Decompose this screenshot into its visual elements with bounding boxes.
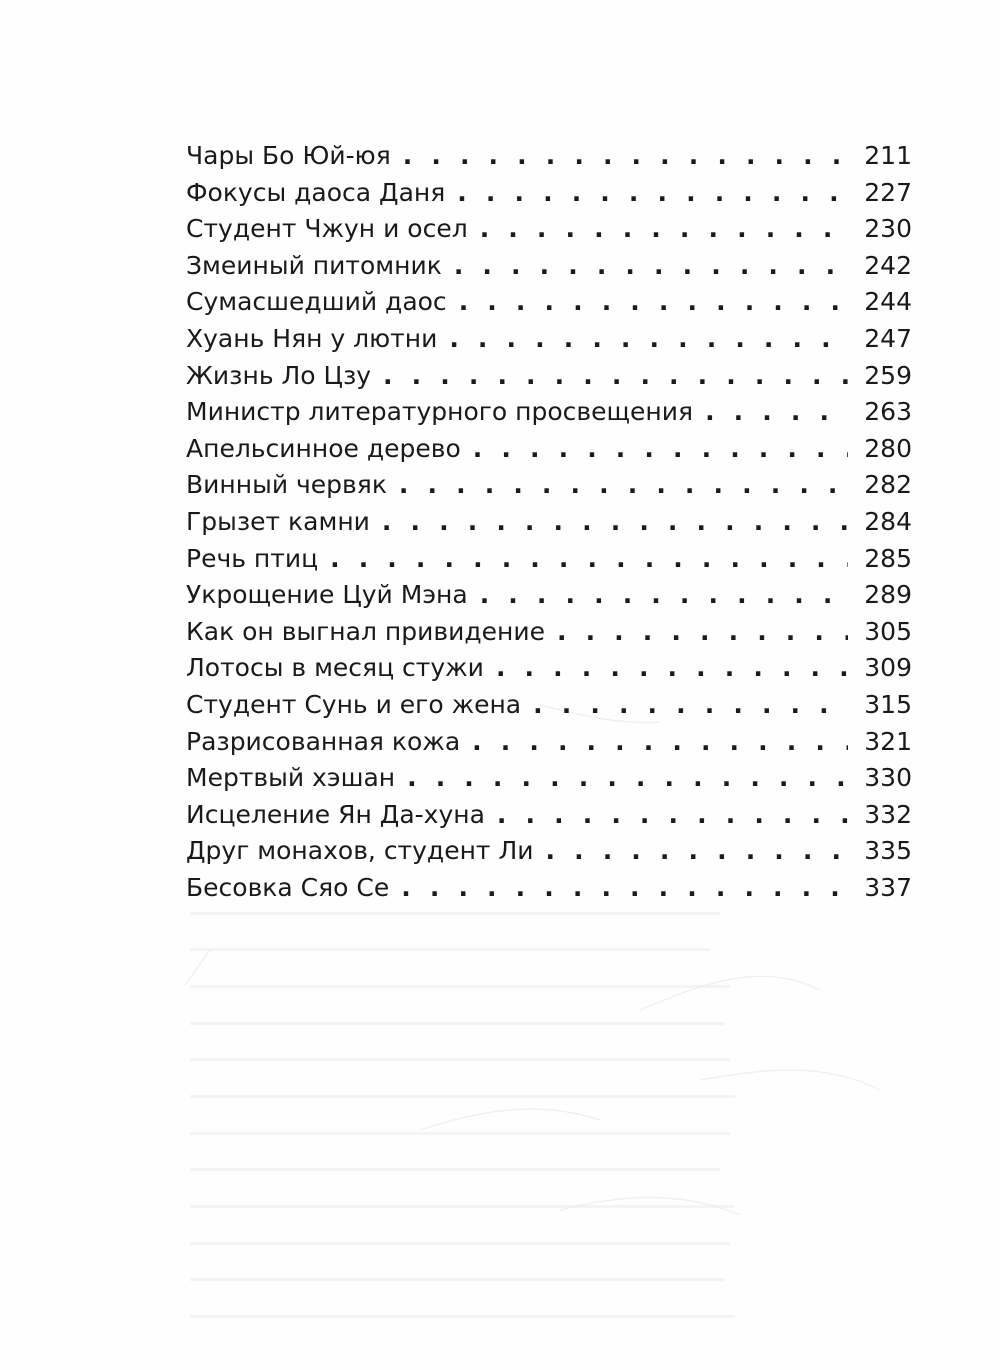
toc-entry-title: Змеиный питомник (186, 250, 442, 280)
toc-entry (186, 614, 912, 651)
toc-entry-title: Фокусы даоса Даня (186, 177, 446, 207)
toc-dot-leader (557, 614, 848, 651)
toc-dot-leader (480, 211, 848, 248)
toc-entry (186, 760, 912, 797)
toc-entry (186, 358, 912, 395)
toc-entry-title: Студент Сунь и его жена (186, 689, 522, 719)
toc-entry (186, 248, 912, 285)
toc-dot-leader (454, 248, 848, 285)
toc-dot-leader (480, 577, 848, 614)
toc-entry (186, 175, 912, 212)
toc-entry-title: Лотосы в месяц стужи (186, 653, 484, 683)
toc-entry-page: 332 (864, 799, 912, 829)
toc-entry-page: 282 (864, 470, 912, 500)
toc-entry (186, 138, 912, 175)
toc-entry-title: Чары Бо Юй-юя (186, 141, 391, 170)
toc-entry-title: Мертвый хэшан (186, 763, 396, 793)
toc-entry-page: 247 (864, 323, 912, 353)
toc-entry-title: Хуань Нян у лютни (186, 323, 438, 353)
toc-dot-leader (382, 504, 848, 541)
toc-entry (186, 321, 912, 358)
toc-entry (186, 724, 912, 761)
toc-dot-leader (330, 541, 848, 578)
toc-dot-leader (383, 358, 848, 395)
toc-entry-title: Речь птиц (186, 543, 319, 573)
toc-entry-page: 280 (864, 433, 912, 463)
toc-entry (186, 870, 912, 907)
toc-entry-title: Сумасшедший даос (186, 287, 447, 317)
toc-entry-title: Жизнь Ло Цзу (186, 360, 372, 390)
toc-entry-title: Друг монахов, студент Ли (186, 836, 534, 866)
toc-dot-leader (401, 870, 848, 907)
toc-entry-page: 263 (864, 397, 912, 427)
toc-entry-page: 309 (864, 653, 912, 683)
toc-entry-page: 285 (864, 543, 912, 573)
toc-entry-title: Разрисованная кожа (186, 726, 461, 756)
toc-entry-page: 305 (864, 616, 912, 646)
toc-dot-leader (473, 431, 848, 468)
toc-entry-title: Студент Чжун и осел (186, 214, 468, 244)
toc-entry-title: Исцеление Ян Да-хуна (186, 799, 485, 829)
toc-entry (186, 833, 912, 870)
toc-entry-title: Апельсинное дерево (186, 433, 461, 463)
toc-dot-leader (472, 724, 848, 761)
toc-entry (186, 211, 912, 248)
toc-dot-leader (497, 797, 848, 834)
toc-entry-page: 337 (864, 872, 912, 902)
toc-dot-leader (449, 321, 848, 358)
toc-entry (186, 541, 912, 578)
toc-entry (186, 687, 912, 724)
toc-dot-leader (403, 138, 848, 175)
toc-entry (186, 394, 912, 431)
toc-entry-page: 335 (864, 836, 912, 866)
toc-entry (186, 797, 912, 834)
toc-entry-page: 230 (864, 214, 912, 244)
toc-entry-page: 242 (864, 250, 912, 280)
toc-entry-title: Укрощение Цуй Мэна (186, 580, 468, 610)
toc-entry-page: 284 (864, 506, 912, 536)
toc-entry-title: Грызет камни (186, 506, 370, 536)
toc-entry-page: 315 (864, 689, 912, 719)
toc-dot-leader (533, 687, 848, 724)
toc-entry (186, 577, 912, 614)
toc-dot-leader (705, 394, 848, 431)
toc-entry-page: 244 (864, 287, 912, 317)
table-of-contents (186, 138, 912, 906)
toc-entry (186, 504, 912, 541)
toc-entry-page: 211 (864, 141, 912, 170)
toc-entry-page: 289 (864, 580, 912, 610)
toc-entry-title: Бесовка Сяо Се (186, 872, 390, 902)
toc-entry-page: 259 (864, 360, 912, 390)
toc-dot-leader (546, 833, 849, 870)
toc-entry (186, 467, 912, 504)
toc-dot-leader (457, 175, 848, 212)
toc-entry-title: Винный червяк (186, 470, 387, 500)
toc-dot-leader (496, 650, 848, 687)
toc-dot-leader (459, 284, 848, 321)
toc-entry-title: Как он выгнал привидение (186, 616, 545, 646)
toc-entry (186, 650, 912, 687)
toc-dot-leader (399, 467, 848, 504)
toc-entry (186, 431, 912, 468)
toc-entry (186, 284, 912, 321)
toc-dot-leader (407, 760, 848, 797)
toc-entry-page: 321 (864, 726, 912, 756)
toc-entry-page: 330 (864, 763, 912, 793)
toc-entry-page: 227 (864, 177, 912, 207)
toc-entry-title: Министр литературного просвещения (186, 397, 694, 427)
